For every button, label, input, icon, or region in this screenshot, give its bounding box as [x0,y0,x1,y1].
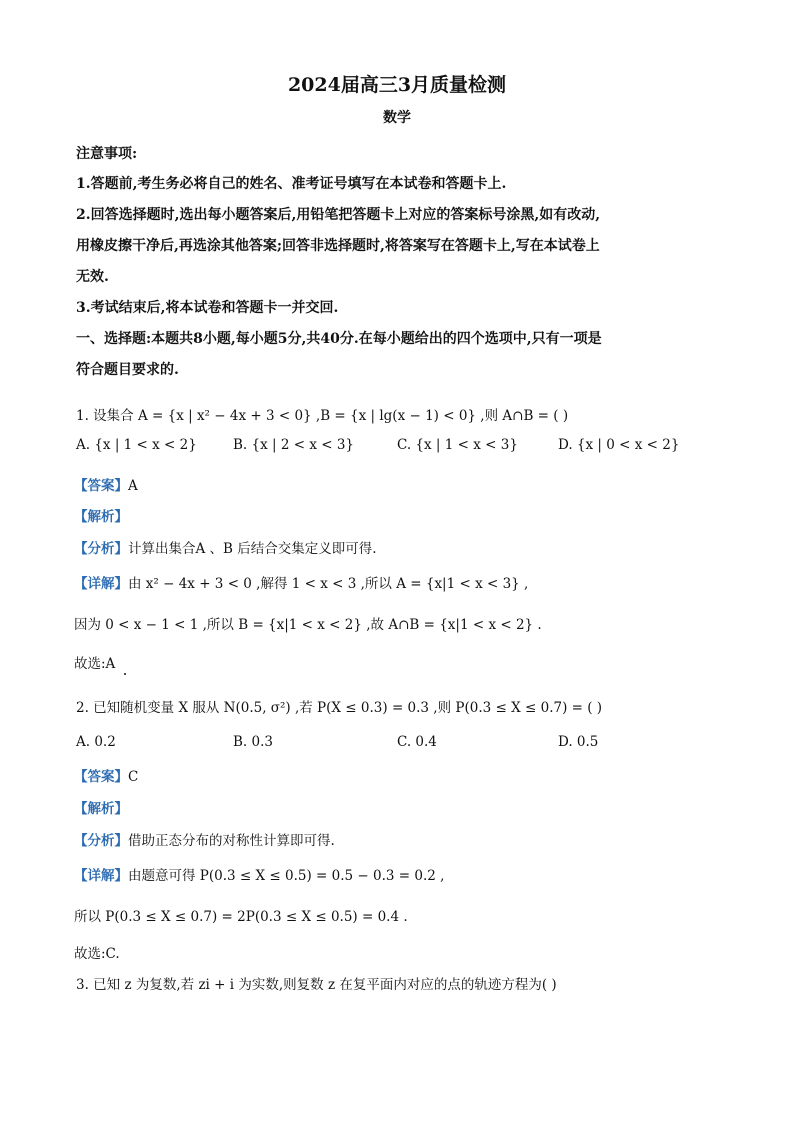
notice-line-2: 2.回答选择题时,选出每小题答案后,用铅笔把答题卡上对应的答案标号涂黑,如有改动, [76,207,601,223]
q3-stem: 3. 已知 z 为复数,若 zi + i 为实数,则复数 z 在复平面内对应的点的轨迹方程为( ) [76,977,557,993]
notice-line-3: 用橡皮擦干净后,再选涂其他答案;回答非选择题时,将答案写在答题卡上,写在本试卷上 [76,238,600,254]
q1-option-a: A. {x | 1 < x < 2} [76,437,197,453]
q2-fenxi [74,829,335,849]
section-heading-line-2: 符合题目要求的. [76,362,179,378]
q1-answer [74,474,138,494]
notice-line-5: 3.考试结束后,将本试卷和答题卡一并交回. [76,300,339,316]
q1-conclusion: 故选:A [74,656,116,672]
analysis-label: 【解析】 [74,801,128,817]
notice-line-4: 无效. [76,269,109,285]
notice-line-1: 1.答题前,考生务必将自己的姓名、准考证号填写在本试卷和答题卡上. [76,176,507,192]
page-title: 2024届高三3月质量检测 [287,74,507,96]
section-heading-line-1: 一、选择题:本题共8小题,每小题5分,共40分.在每小题给出的四个选项中,只有一项是 [76,331,602,347]
fenxi-label: 【分析】 [74,833,128,849]
q2-analysis [74,797,128,817]
fenxi-text: 借助正态分布的对称性计算即可得. [128,833,335,849]
q1-option-d: D. {x | 0 < x < 2} [558,437,680,453]
answer-label: 【答案】 [74,478,128,494]
answer-label: 【答案】 [74,769,128,785]
fenxi-label: 【分析】 [74,541,128,557]
annotation-dot [124,673,126,675]
q2-conclusion: 故选:C. [74,946,120,962]
q2-answer [74,765,138,785]
fenxi-text: 计算出集合A 、B 后结合交集定义即可得. [128,541,377,557]
answer-value: A [128,478,138,494]
q1-option-c: C. {x | 1 < x < 3} [397,437,518,453]
q2-option-a: A. 0.2 [76,734,116,750]
q1-stem: 1. 设集合 A = {x | x² − 4x + 3 < 0} ,B = {x | lg(x − 1) < 0} ,则 A∩B = ( ) [76,408,569,424]
detail-label: 【详解】 [74,868,128,884]
q1-fenxi [74,537,377,557]
answer-value: C [128,769,139,785]
q1-option-b: B. {x | 2 < x < 3} [233,437,355,453]
q1-analysis [74,505,128,525]
q2-stem: 2. 已知随机变量 X 服从 N(0.5, σ²) ,若 P(X ≤ 0.3) = 0.3 ,则 P(0.3 ≤ X ≤ 0.7) = ( ) [76,700,603,716]
detail-label: 【详解】 [74,576,128,592]
analysis-label: 【解析】 [74,509,128,525]
q2-option-b: B. 0.3 [233,734,273,750]
q2-option-d: D. 0.5 [558,734,599,750]
q2-detail-1 [74,864,444,884]
detail-text: 由 x² − 4x + 3 < 0 ,解得 1 < x < 3 ,所以 A = {x|1 < x < 3} , [128,576,529,592]
q2-detail-2: 所以 P(0.3 ≤ X ≤ 0.7) = 2P(0.3 ≤ X ≤ 0.5) = 0.4 . [74,909,408,925]
notice-heading: 注意事项: [76,146,138,162]
detail-text: 由题意可得 P(0.3 ≤ X ≤ 0.5) = 0.5 − 0.3 = 0.2 , [128,868,445,884]
q1-detail-2: 因为 0 < x − 1 < 1 ,所以 B = {x|1 < x < 2} ,故 A∩B = {x|1 < x < 2} . [74,617,542,633]
subject-title: 数学 [383,110,411,126]
q1-detail-1 [74,572,528,592]
q2-option-c: C. 0.4 [397,734,437,750]
